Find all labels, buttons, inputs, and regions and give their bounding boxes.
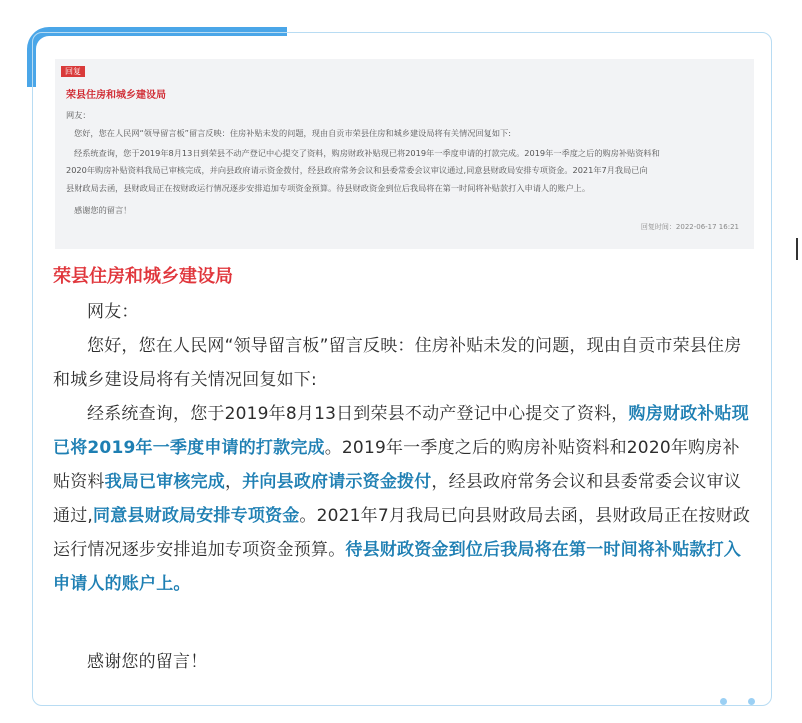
thanks-line: 感谢您的留言！ [87, 652, 208, 672]
highlight-text: 我局已审核完成 [104, 472, 226, 492]
screenshot-line: 县财政局去函，县财政局正在按财政运行情况逐步安排追加专项资金预算。待县财政资金到位后我局将在第一时间将补贴款打入申请人的账户上。 [66, 183, 591, 193]
reply-time: 回复时间：2022-06-17 16:21 [640, 223, 739, 231]
highlight-text: 同意县财政局安排专项资金 [93, 506, 300, 526]
edge-mark [796, 238, 798, 260]
text: 经系统查询，您于2019年8月13日到荣县不动产登记中心提交了资料， [87, 404, 629, 424]
text: ， [225, 472, 243, 492]
text: 。2019年一季度之后的购房补贴资料和2020年购房补贴资料 [53, 438, 740, 492]
screenshot-line: 感谢您的留言！ [74, 205, 132, 215]
text: 。2021年7月我局已向县财政局去函，县财政局正在按财政运行情况逐步安排追加专项资金预算。 [53, 506, 751, 560]
screenshot-line: 2020年购房补贴资料我局已审核完成，并向县政府请示资金拨付，经县政府常务会议和县委常委会议审议通过,同意县财政局安排专项资金。2021年7月我局已向 [66, 165, 648, 175]
screenshot-line: 网友： [66, 110, 91, 120]
dot [720, 698, 727, 705]
reply-tag: 回复 [61, 66, 85, 77]
reply-screenshot [55, 59, 754, 249]
greeting: 网友： [87, 302, 139, 322]
reply-title: 荣县住房和城乡建设局 [53, 266, 233, 287]
screenshot-title: 荣县住房和城乡建设局 [66, 90, 166, 101]
text: ，经县政府常务会议和县委常委会议审议通过, [53, 472, 742, 526]
dot [748, 698, 755, 705]
highlight-text: 并向县政府请示资金拨付 [242, 472, 432, 492]
paragraph-intro: 您好，您在人民网“领导留言板”留言反映：住房补贴未发的问题，现由自贡市荣县住房和城乡建设局将有关情况回复如下: [53, 336, 742, 390]
paragraph-details [53, 397, 753, 601]
highlight-text: 待县财政资金到位后我局将在第一时间将补贴款打入申请人的账户上。 [53, 540, 742, 594]
screenshot-line: 您好，您在人民网“领导留言板”留言反映：住房补贴未发的问题，现由自贡市荣县住房和城乡建设局将有关情况回复如下: [74, 128, 511, 138]
screenshot-line: 经系统查询，您于2019年8月13日到荣县不动产登记中心提交了资料，购房财政补贴现已将2019年一季度申请的打款完成。2019年一季度之后的购房补贴资料和 [74, 148, 660, 158]
highlight-text: 购房财政补贴现已将2019年一季度申请的打款完成 [53, 404, 749, 458]
